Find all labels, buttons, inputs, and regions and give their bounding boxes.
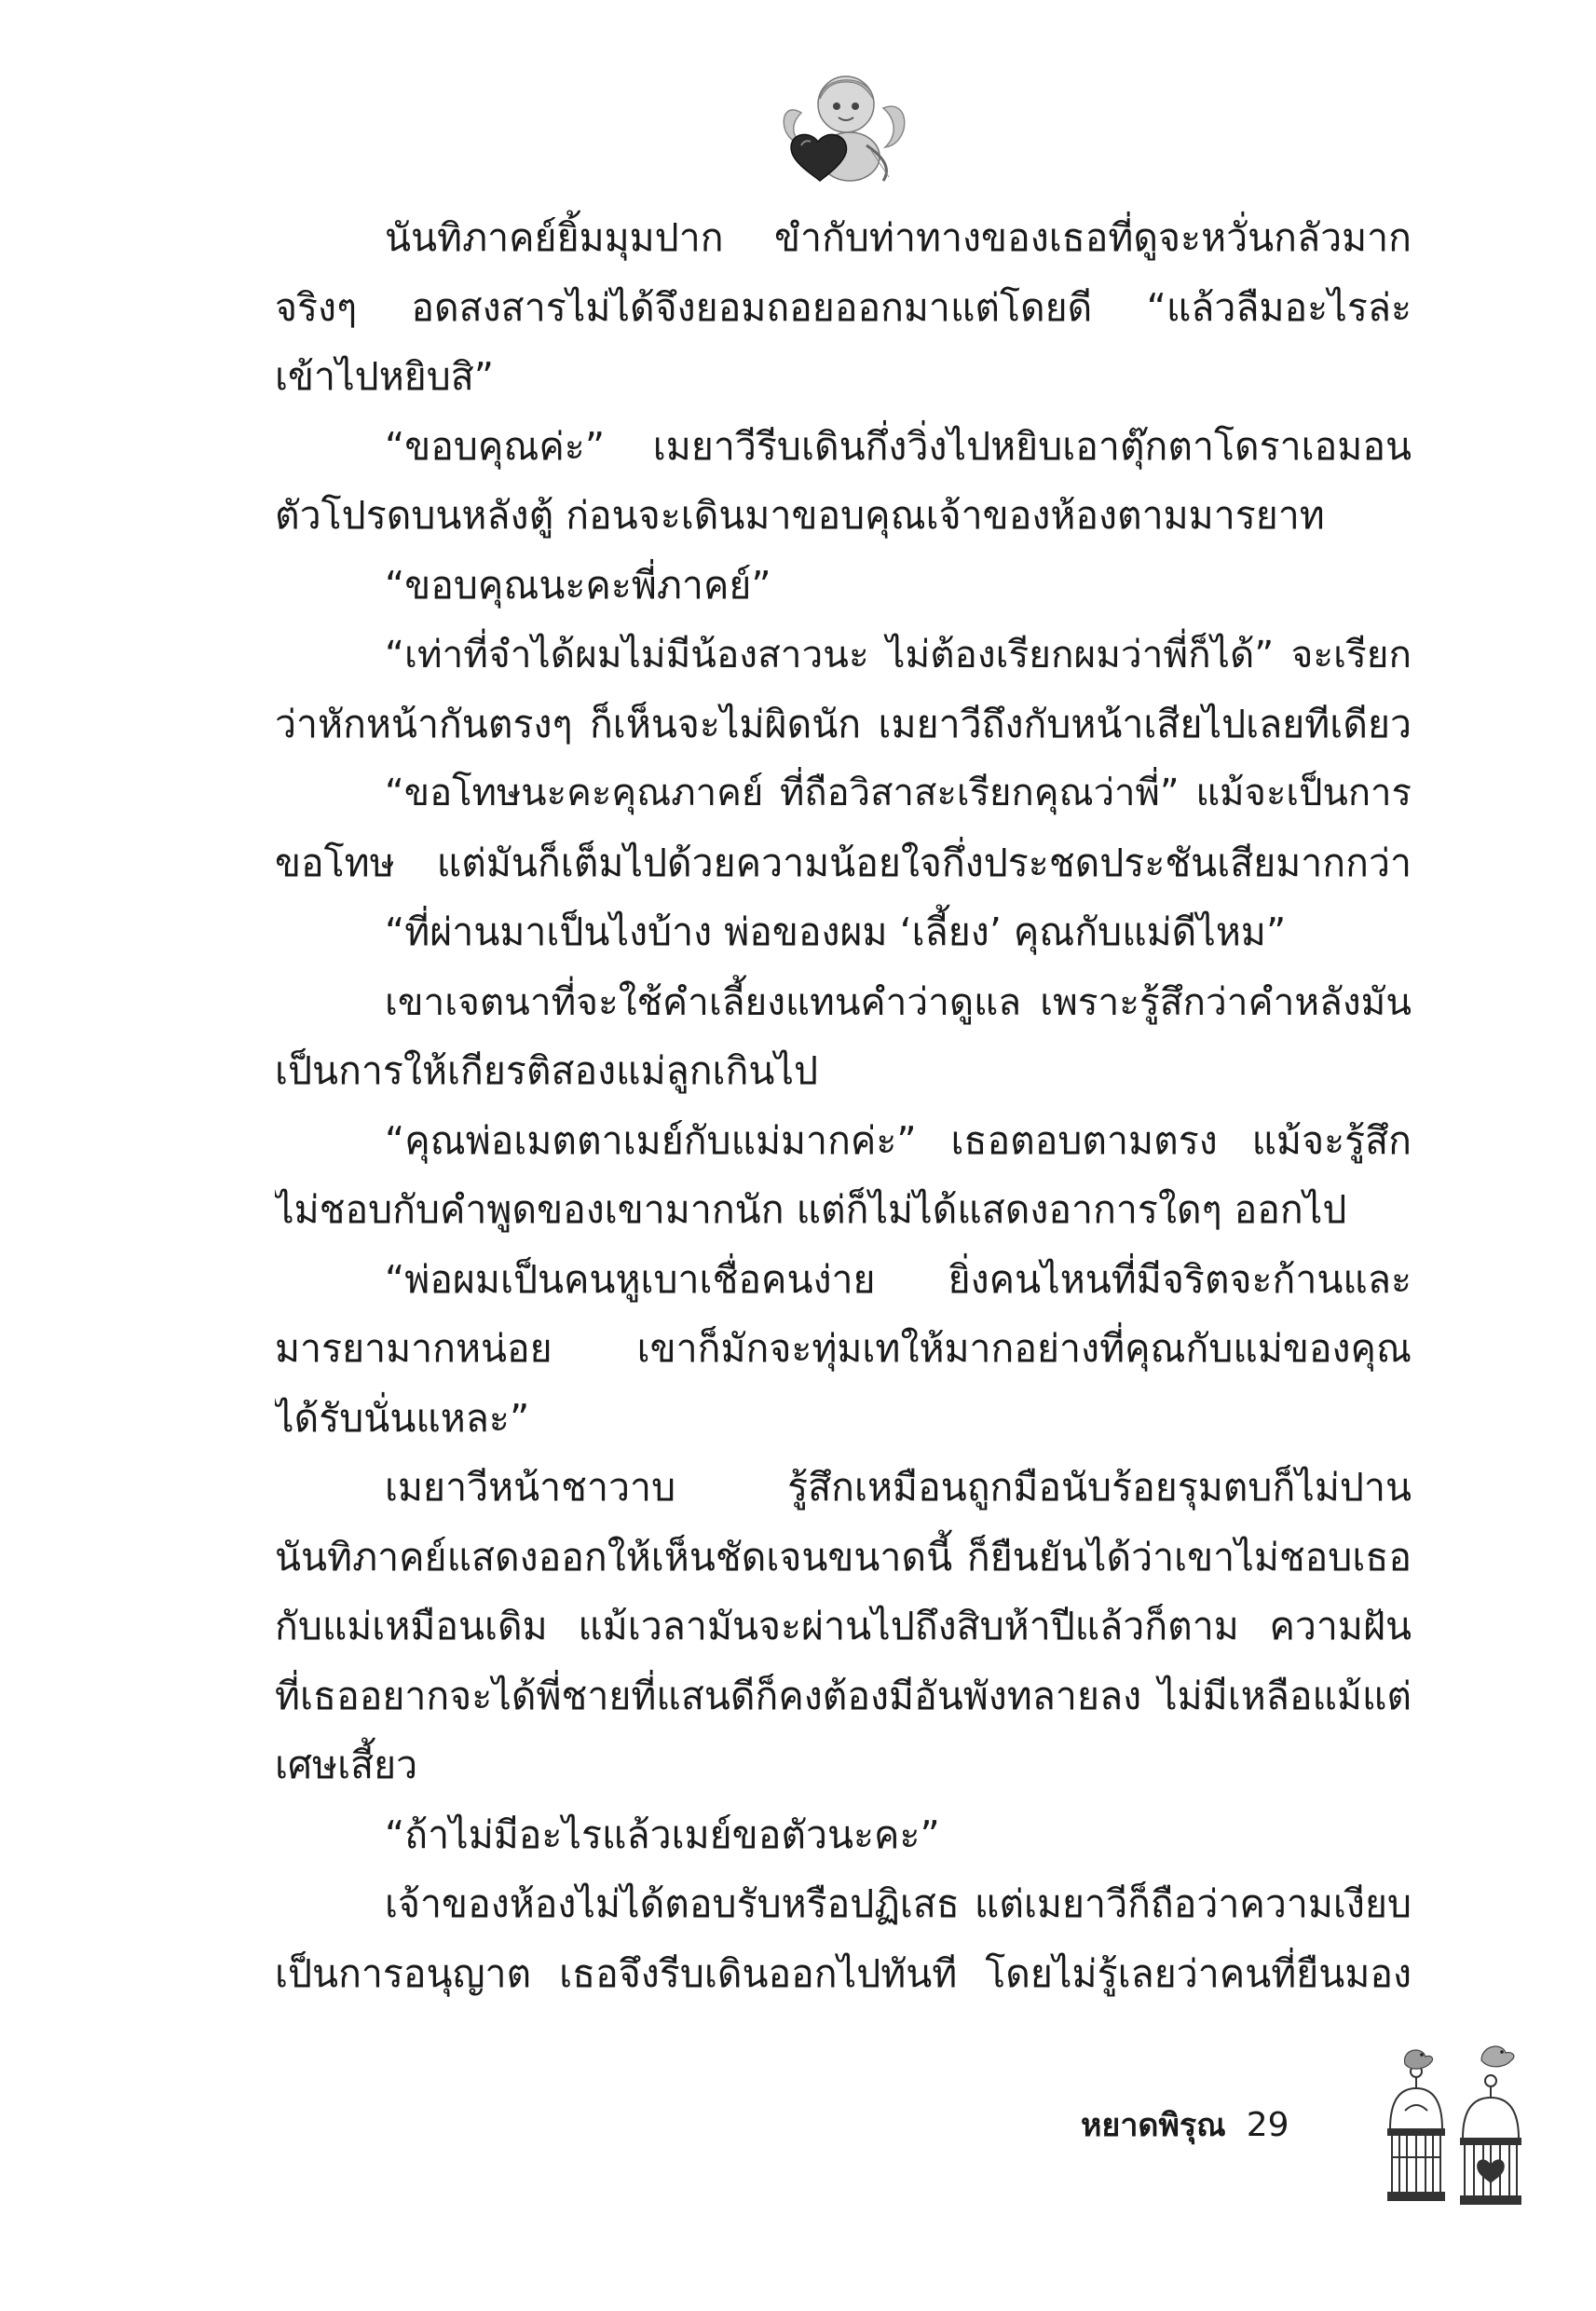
text-line: เศษเสี้ยว — [275, 1743, 418, 1787]
text-line: กับแม่เหมือนเดิม แม้เวลามันจะผ่านไปถึงสิบห้าปีแล้วก็ตาม ความฝัน — [275, 1604, 1412, 1648]
text-line: นันทิภาคย์ยิ้มมุมปาก ขำกับท่าทางของเธอที่ดูจะหวั่นกลัวมาก — [385, 215, 1412, 260]
text-line: ว่าหักหน้ากันตรงๆ ก็เห็นจะไม่ผิดนัก เมยาวีถึงกับหน้าเสียไปเลยทีเดียว — [275, 701, 1412, 746]
text-line: “ขอโทษนะคะคุณภาคย์ ที่ถือวิสาสะเรียกคุณว่าพี่” แม้จะเป็นการ — [385, 772, 1412, 814]
text-line: เป็นการอนุญาต เธอจึงรีบเดินออกไปทันที โดยไม่รู้เลยว่าคนที่ยืนมอง — [275, 1950, 1412, 1996]
text-line: “ที่ผ่านมาเป็นไงบ้าง พ่อของผม ‘เลี้ยง’ คุณกับแม่ดีไหม” — [385, 909, 1287, 954]
text-line: “ขอบคุณนะคะพี่ภาคย์” — [385, 562, 771, 608]
text-line: ได้รับนั่นแหละ” — [275, 1395, 530, 1441]
body-text — [275, 203, 1412, 2008]
text-line: “เท่าที่จำได้ผมไม่มีน้องสาวนะ ไม่ต้องเรียกผมว่าพี่ก็ได้” จะเรียก — [385, 632, 1412, 677]
page-footer — [1081, 2097, 1289, 2153]
page-number: 29 — [1246, 2105, 1289, 2144]
text-line: เป็นการให้เกียรติสองแม่ลูกเกินไป — [275, 1048, 819, 1093]
text-line: “ขอบคุณค่ะ” เมยาวีรีบเดินกึ่งวิ่งไปหยิบเอาตุ๊กตาโดราเอมอน — [385, 423, 1412, 469]
text-line: เจ้าของห้องไม่ได้ตอบรับหรือปฏิเสธ แต่เมยาวีก็ถือว่าความเงียบ — [385, 1881, 1412, 1926]
text-line: “พ่อผมเป็นคนหูเบาเชื่อคนง่าย ยิ่งคนไหนที่มีจริตจะก้านและ — [385, 1256, 1412, 1302]
text-line: เข้าไปหยิบสิ” — [275, 354, 495, 399]
text-line: ที่เธออยากจะได้พี่ชายที่แสนดีก็คงต้องมีอันพังทลายลง ไม่มีเหลือแม้แต่ — [275, 1673, 1412, 1718]
book-title: หยาดพิรุณ — [1081, 2107, 1226, 2144]
text-line: มารยามากหน่อย เขาก็มักจะทุ่มเทให้มากอย่างที่คุณกับแม่ของคุณ — [275, 1326, 1412, 1371]
text-line: “ถ้าไม่มีอะไรแล้วเมย์ขอตัวนะคะ” — [385, 1812, 940, 1857]
text-line: ขอโทษ แต่มันก็เต็มไปด้วยความน้อยใจกึ่งประชดประชันเสียมากกว่า — [275, 840, 1412, 885]
text-line: ตัวโปรดบนหลังตู้ ก่อนจะเดินมาขอบคุณเจ้าของห้องตามมารยาท — [275, 493, 1325, 538]
cherub-heart-icon — [773, 62, 913, 192]
text-line: จริงๆ อดสงสารไม่ได้จึงยอมถอยออกมาแต่โดยดี “แล้วลืมอะไรล่ะ — [275, 284, 1412, 330]
text-line: เขาเจตนาที่จะใช้คำเลี้ยงแทนคำว่าดูแล เพราะรู้สึกว่าคำหลังมัน — [385, 978, 1412, 1024]
text-line: เมยาวีหน้าชาวาบ รู้สึกเหมือนถูกมือนับร้อยรุมตบก็ไม่ปาน — [385, 1465, 1412, 1510]
text-line: “คุณพ่อเมตตาเมย์กับแม่มากค่ะ” เธอตอบตามตรง แม้จะรู้สึก — [385, 1117, 1412, 1163]
text-line: นันทิภาคย์แสดงออกให้เห็นชัดเจนขนาดนี้ ก็ยืนยันได้ว่าเขาไม่ชอบเธอ — [275, 1534, 1412, 1579]
text-line: ไม่ชอบกับคำพูดของเขามากนัก แต่ก็ไม่ได้แสดงอาการใดๆ ออกไป — [275, 1187, 1347, 1232]
birdcage-birds-icon — [1377, 2027, 1535, 2222]
